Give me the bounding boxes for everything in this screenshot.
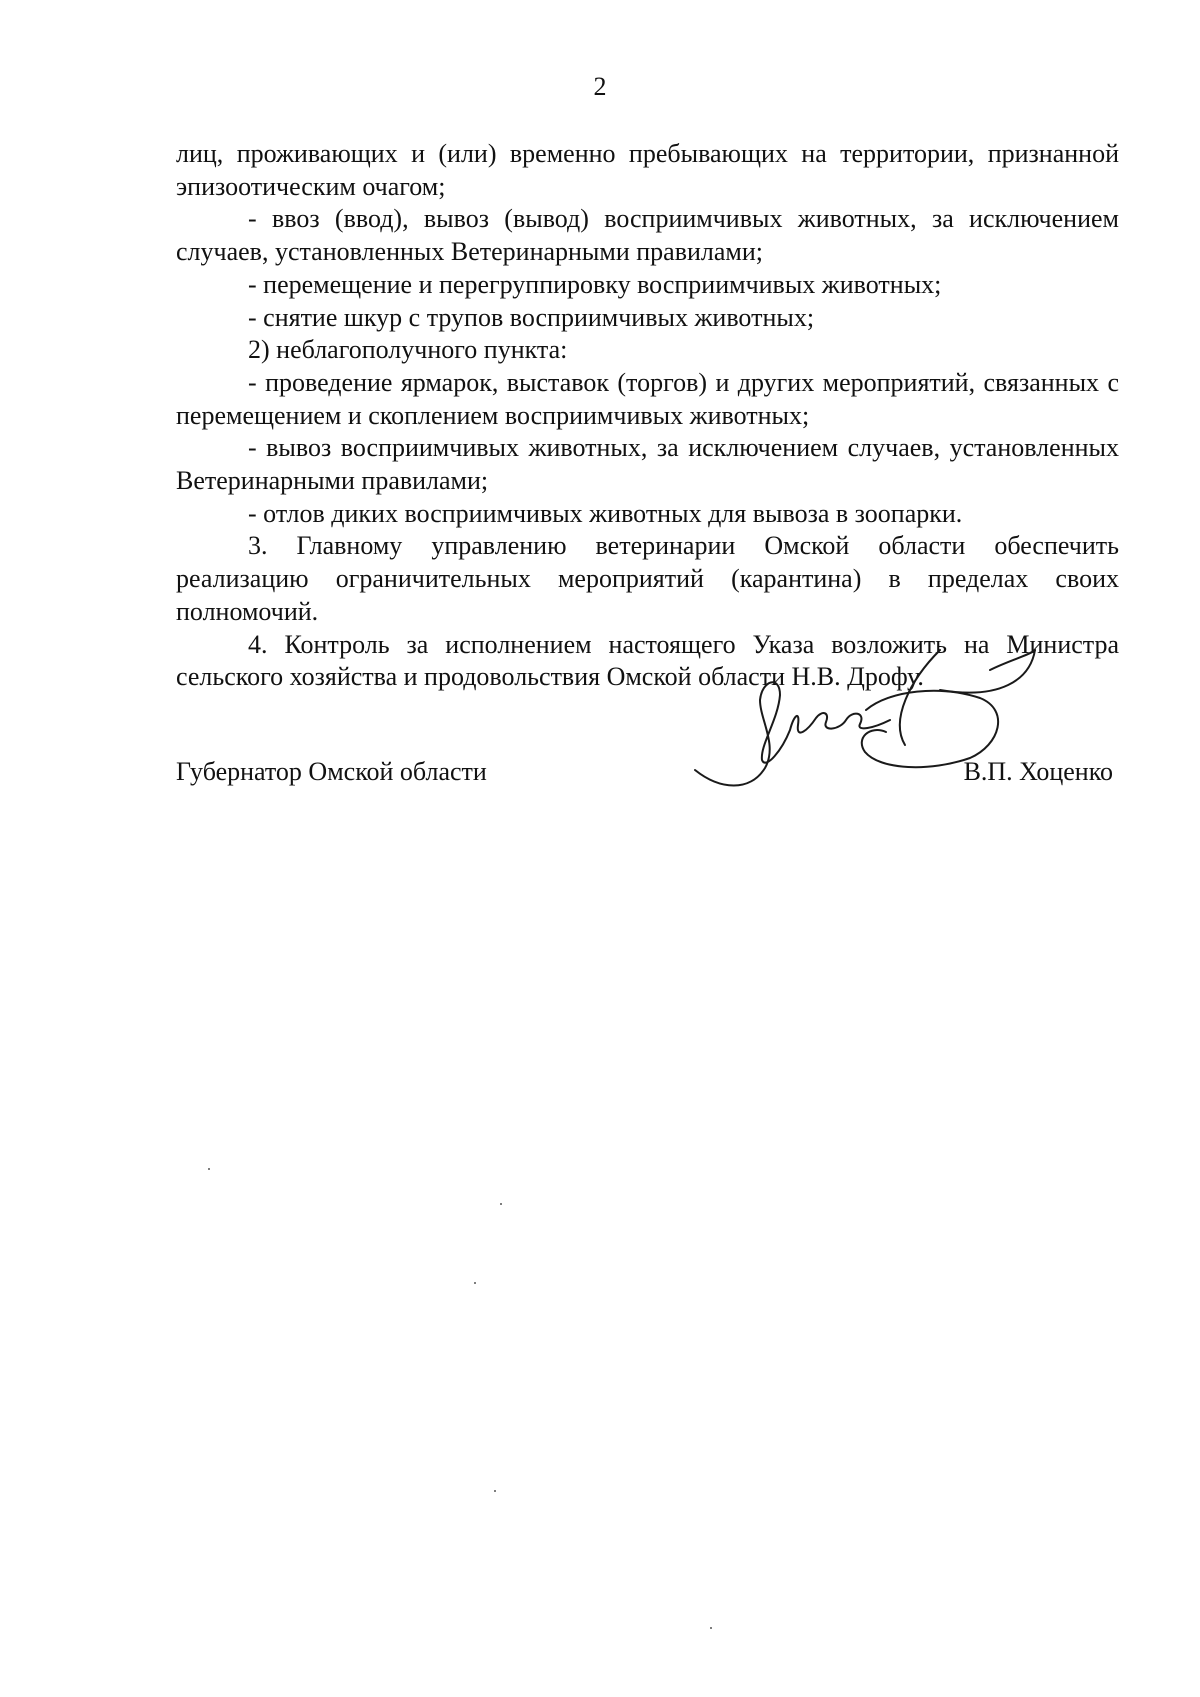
scan-speck — [500, 1203, 502, 1205]
signatory-title: Губернатор Омской области — [176, 757, 487, 786]
page-number: 2 — [593, 72, 607, 101]
list-item-skinning: - снятие шкур с трупов восприимчивых животных; — [248, 302, 815, 332]
list-item-removal: - вывоз восприимчивых животных, за исключением случаев, установленных Ветеринарными правилами; — [176, 433, 1119, 496]
paragraph-item-3: 3. Главному управлению ветеринарии Омской области обеспечить реализацию ограничительных мероприятий (карантина) в пределах своих полномочий. — [176, 531, 1119, 626]
signatory-name: В.П. Хоценко — [963, 757, 1113, 786]
signature-block — [176, 756, 1119, 796]
list-item-relocation: - перемещение и перегруппировку восприимчивых животных; — [248, 269, 942, 299]
scan-speck — [208, 1168, 210, 1170]
scan-speck — [494, 1490, 496, 1492]
paragraph-continuation: лиц, проживающих и (или) временно пребывающих на территории, признанной эпизоотическим очагом; — [176, 139, 1119, 201]
subsection-heading: 2) неблагополучного пункта: — [248, 335, 568, 365]
list-item-fairs: - проведение ярмарок, выставок (торгов) и других мероприятий, связанных с перемещением и скоплением восприимчивых животных; — [176, 367, 1119, 430]
list-item-import-export: - ввоз (ввод), вывоз (вывод) восприимчивых животных, за исключением случаев, установленных Ветеринарными правилами; — [176, 204, 1119, 267]
document-body — [176, 138, 1119, 694]
paragraph-item-4: 4. Контроль за исполнением настоящего Указа возложить на Министра сельского хозяйства и продовольствия Омской области Н.В. Дрофу. — [176, 629, 1119, 692]
scan-speck — [474, 1282, 476, 1284]
list-item-capture: - отлов диких восприимчивых животных для вывоза в зоопарки. — [248, 498, 963, 528]
scan-speck — [710, 1627, 712, 1629]
